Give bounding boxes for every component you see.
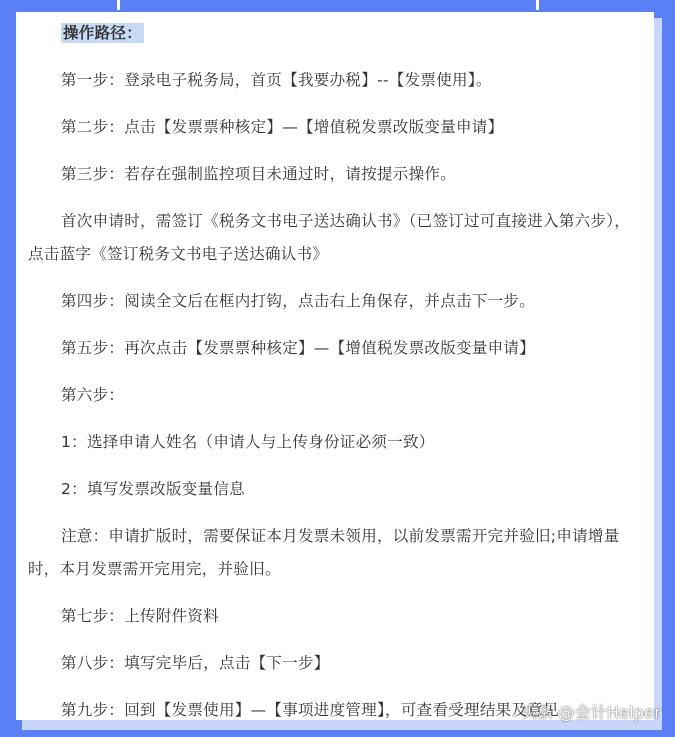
attention-note: 注意：申请扩版时，需要保证本月发票未领用，以前发票需开完并验旧;申请增量时，本月发票需开完用完，并验旧。 — [28, 527, 620, 578]
article-card — [16, 12, 654, 720]
top-border-tick-right — [536, 0, 539, 10]
section-heading — [28, 17, 640, 50]
step-1-paragraph: 第一步：登录电子税务局，首页【我要办税】--【发票使用】。 — [61, 71, 492, 89]
step-7-paragraph: 第七步：上传附件资料 — [61, 607, 220, 625]
step-3-paragraph: 第三步：若存在强制监控项目未通过时，请按提示操作。 — [61, 165, 457, 183]
top-border-tick-left — [117, 0, 120, 10]
article-content — [28, 17, 640, 720]
step-5-paragraph: 第五步：再次点击【发票票种核定】—【增值税发票改版变量申请】 — [61, 339, 536, 357]
step-2-paragraph: 第二步：点击【发票票种核定】—【增值税发票改版变量申请】 — [61, 118, 504, 136]
step-6-item-1: 1：选择申请人姓名（申请人与上传身份证必须一致） — [61, 433, 435, 451]
step-8-paragraph: 第八步：填写完毕后，点击【下一步】 — [61, 654, 330, 672]
step-6-item-2: 2：填写发票改版变量信息 — [61, 480, 245, 498]
section-heading-text: 操作路径： — [63, 24, 143, 42]
step-9-paragraph: 第九步：回到【发票使用】—【事项进度管理】，可查看受理结果及意见 — [61, 701, 559, 719]
first-application-note: 首次申请时，需签订《税务文书电子送达确认书》（已签订过可直接进入第六步），点击蓝字《签订税务文书电子送达确认书》 — [28, 212, 631, 263]
step-4-paragraph: 第四步：阅读全文后在框内打钩，点击右上角保存，并点击下一步。 — [61, 292, 536, 310]
step-6-paragraph: 第六步： — [61, 386, 125, 404]
watermark: 头条 @会计Helper — [520, 703, 661, 722]
